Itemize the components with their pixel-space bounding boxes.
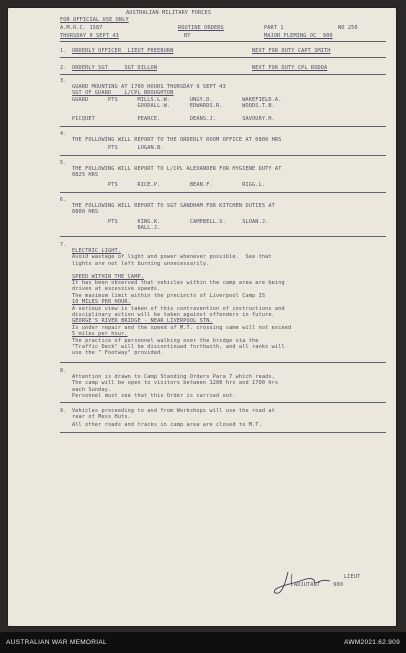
divider (60, 41, 386, 42)
part-label: PART 1 (264, 25, 284, 31)
order-number: NO 250 (338, 25, 358, 31)
document-page (8, 8, 396, 626)
notice-text: "Traffic Deck" will be discontinued forthwith, and all ranks will (72, 344, 285, 350)
next-for-duty-sergeant: NEXT FOR DUTY CPL RODDA (252, 65, 328, 71)
notice-heading: ELECTRIC LIGHT. (72, 248, 122, 254)
routine-orders-title: ROUTINE ORDERS (178, 25, 224, 31)
duty-line: PTS RICE.P. BEAN.F. RIGG.L. (72, 182, 266, 188)
notice-text: A serious view is taken of this contravention of instructions and (72, 305, 285, 312)
notice-text: disciplinary action will be taken against offenders in future. (72, 312, 275, 318)
notice-text: Is under repair and the speed of M.T. crossing same will not exceed (72, 324, 292, 331)
duty-line: THE FOLLOWING WILL REPORT TO SGT SANDHAM FOR KITCHEN DUTIES AT (72, 203, 275, 209)
section-number: 2. (60, 65, 67, 71)
duty-line: PTS KING.K. CAMPBELL.S. SLOAN.J. (72, 219, 269, 225)
duty-line: BALL.J. (72, 225, 161, 232)
duty-line: 0825 HRS (72, 172, 99, 179)
section-number: 4. (60, 131, 67, 137)
notice-text: each Sunday. (72, 386, 112, 393)
orderly-officer: ORDERLY OFFICER LIEUT FREEBURN (72, 48, 174, 54)
notice-text: Avoid wastage of light and power whenever possible. See that (72, 254, 272, 261)
section-number: 8. (60, 368, 67, 374)
picquet-line: PICQUET PEARCE. DEANS.J. SAVOURY.H. (72, 116, 275, 122)
archive-footer (0, 632, 406, 653)
signature-title: ADJUTANT 900 (294, 582, 344, 588)
divider (60, 402, 386, 403)
notice-text: The maximum limit within the precincts of Liverpool Camp IS (72, 292, 266, 299)
duty-line: THE FOLLOWING WILL REPORT TO THE ORDERLY ROOM OFFICE AT 0800 HRS (72, 137, 282, 143)
divider (60, 155, 386, 156)
section-number: 6. (60, 197, 67, 203)
divider (60, 126, 386, 127)
accession-number: AWM2021.62.909 (344, 639, 400, 646)
notice-text: lights are not left burning unnecessarily. (72, 260, 210, 267)
notice-heading: SPEED WITHIN THE CAMP. (72, 273, 145, 280)
guard-line: SGT OF GUARD L/CPL BROUGHTON (72, 90, 174, 97)
orderly-sergeant: ORDERLY SGT SGT DILLON (72, 65, 158, 71)
notice-text: 10 MILES PER HOUR. (72, 299, 131, 306)
duty-line: THE FOLLOWING WILL REPORT TO L/CPL ALEXANDER FOR HYGIENE DUTY AT (72, 166, 282, 172)
unit-number: A.M.R.C. 1587 (60, 25, 103, 31)
notice-text: The camp will be open to visitors between 1200 hrs and 1700 hrs (72, 380, 279, 387)
institution-name: AUSTRALIAN WAR MEMORIAL (6, 639, 107, 646)
notice-text: The practice of personnel walking over the bridge via the (72, 337, 259, 344)
notice-text: It has been observed that vehicles within the camp area are being (72, 280, 285, 286)
divider (60, 236, 386, 237)
divider (60, 192, 386, 193)
notice-heading: GEORGE'S RIVER BRIDGE - NEAR LIVERPOOL STN. (72, 318, 213, 325)
guard-line: GUARD MOUNTING AT 1700 HOURS THURSDAY 9 SEPT 43 (72, 84, 226, 90)
divider (60, 432, 386, 433)
guard-line: GUARD PTS MILLS.L.W. UNGY.D. WAKEFIELD.A. (72, 96, 282, 103)
notice-text: 5 miles per hour. (72, 331, 128, 338)
guard-line: GOODALL.W. EDWARDS.R. WOODS.T.B. (72, 103, 275, 110)
by-label: BY (184, 33, 191, 39)
divider (60, 74, 386, 75)
classification: FOR OFFICIAL USE ONLY (60, 17, 129, 23)
next-for-duty-officer: NEXT FOR DUTY CAPT SMITH (252, 48, 331, 54)
notice-text: All other roads and tracks in camp area are closed to M.T. (72, 422, 262, 428)
section-number: 9. (60, 408, 67, 414)
commander: MAJOR FLEMING OC 900 (264, 33, 333, 39)
org-heading: AUSTRALIAN MILITARY FORCES (126, 10, 212, 16)
notice-text: rear of Mess Huts. (72, 414, 131, 421)
divider (60, 57, 386, 58)
notice-text: Attention is drawn to Camp Standing Orders Para 7 which reads, (72, 374, 275, 380)
section-number: 1. (60, 48, 67, 54)
signature-rank: LIEUT (344, 574, 361, 580)
order-date: THURSDAY 9 SEPT 43 (60, 33, 119, 39)
notice-text: use the " Footway" provided. (72, 350, 164, 357)
section-number: 7. (60, 242, 67, 248)
divider (60, 362, 386, 363)
section-number: 5. (60, 160, 67, 166)
notice-text: Vehicles proceeding to and from Workshops will use the road at (72, 408, 275, 414)
notice-text: Personnel must see that this Order is carried out. (72, 393, 236, 400)
notice-text: driven at excessive speeds. (72, 286, 161, 293)
duty-line: 0800 HRS (72, 209, 99, 216)
duty-line: PTS LOGAN.B. (72, 145, 164, 151)
section-number: 3. (60, 78, 67, 84)
